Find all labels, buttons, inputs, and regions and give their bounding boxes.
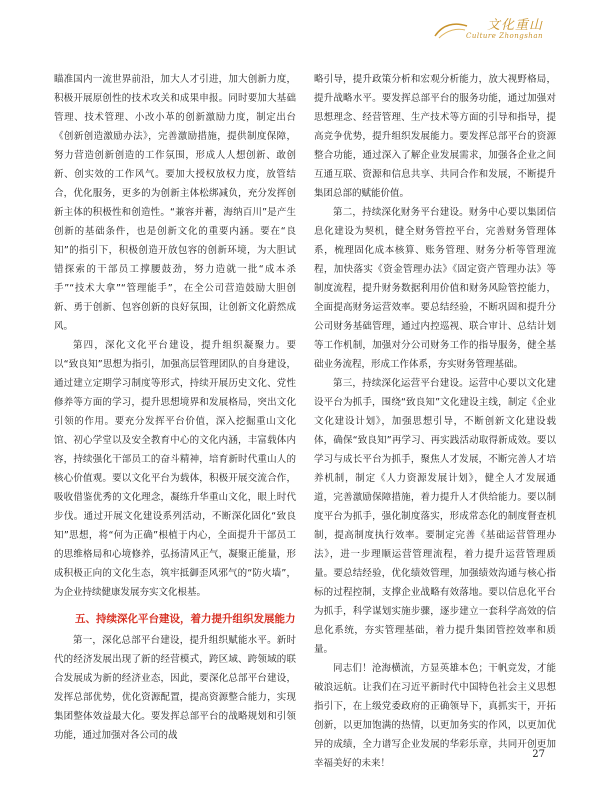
header-logo (433, 14, 543, 54)
logo-swoosh-icon (433, 20, 469, 40)
paragraph-headquarters-platform: 第一，深化总部平台建设，提升组织赋能水平。新时代的经济发展出现了新的经营模式，跨区域、跨领域的联合发展成为新的经济业态，因此，要深化总部平台建设，发挥总部优势，优化资源配置，提高资源整合能力，实现集团整体效益最大化。要发挥总部平台的战略规划和引领功能，通过加强对各公司的战 (54, 635, 296, 741)
left-column (54, 70, 296, 745)
page-number: 27 (532, 749, 545, 760)
paragraph-closing: 同志们！沧海横流，方显英雄本色；干帆竞发，才能破浪远航。让我们在习近平新时代中国特色社会主义思想指引下，在上级党委政府的正确领导下，真抓实干，开拓创新，以更加饱满的热情，以更加务实的作风，以更加优异的成绩，全力谱写企业发展的华彩乐章，共同开创更加幸福美好的未来！ (314, 663, 556, 769)
paragraph-operations-platform: 第三，持续深化运营平台建设。运营中心要以文化建设平台为抓手，围绕“致良知”文化建设主线，制定《企业文化建设计划》，加强思想引导，不断创新文化建设载体，确保“致良知”再学习、再实践活动取得新成效。要以学习与成长平台为抓手，聚焦人才发展，不断完善人才培养机制，制定《人力资源发展计划》，健全人才发展通道，完善激励保障措施，着力提升人才供给能力。要以制度平台为抓手，强化制度落实，形成常态化的制度督查机制，提高制度执行效率。要制定完善《基础运营管理办法》，进一步理顺运营管理流程，着力提升运营管理质量。要总结经验，优化绩效管理，加强绩效沟通与核心指标的过程控制，支撑企业战略有效落地。要以信息化平台为抓手，科学谋划实施步骤，逐步建立一套科学高效的信息化系统，夯实管理基础，着力提升集团管控效率和质量。 (314, 378, 556, 655)
paragraph-strategy-continued: 略引导，提升政策分析和宏观分析能力，放大视野格局，提升战略水平。要发挥总部平台的服务功能，通过加强对思想理念、经营管理、生产技术等方面的引导和指导，提高竞争优势，提升组织发展能力。要发挥总部平台的资源整合功能，通过深入了解企业发展需求，加强各企业之间互通互联、资源和信息共享、共同合作和发展，不断提升集团总部的赋能价值。 (314, 74, 556, 199)
section-heading: 五、持续深化平台建设，着力提升组织发展能力 (75, 613, 296, 625)
paragraph-finance-platform: 第二，持续深化财务平台建设。财务中心要以集团信息化建设为契机，健全财务管控平台，完善财务管理体系，梳理固化成本核算、账务管理、财务分析等管理流程，加快落实《资金管理办法》《固定资产管理办法》等制度流程，提升财务数据利用价值和财务风险管控能力，全面提高财务运营效率。要总结经验，不断巩固和提升分公司财务基础管理，通过内控巡视、联合审计、总结计划等工作机制，加强对分公司财务工作的指导服务，健全基础业务流程，形成工作体系，夯实财务管理基础。 (314, 207, 556, 370)
logo-chinese-text: 文化重山 (486, 18, 543, 33)
logo-english-text: Culture Zhongshan (466, 32, 543, 40)
paragraph-innovation: 瞄准国内一流世界前沿，加大人才引进，加大创新力度，积极开展原创性的技术攻关和成果申报。同时要加大基础管理、技术管理、小改小革的创新激励力度，制定出台《创新创造激励办法》，完善激励措施，提供制度保障，努力营造创新创造的工作氛围，形成人人想创新、敢创新、创实效的工作风气。要加大授权放权力度，放管结合，优化服务，更多的为创新主体松绑减负，充分发挥创新主体的积极性和创造性。“兼容并蓄，海纳百川”是产生创新的基础条件，也是创新文化的重要内涵。要在“良知”的指引下，积极创造开放包容的创新环境，为大胆试错探索的干部员工撑腰鼓劲，努力造就一批“成本杀手”“技术大拿”“管理能手”，在全公司营造鼓励大胆创新、勇于创新、包容创新的良好氛围，让创新文化蔚然成风。 (54, 74, 296, 332)
right-column (314, 70, 556, 773)
paragraph-culture-platform: 第四，深化文化平台建设，提升组织凝聚力。要以“致良知”思想为指引，加强高层管理团队的自身建设，通过建立定期学习制度等形式，持续开展历史文化、党性修养等方面的学习，提升思想境界和发展格局，突出文化引领的作用。要充分发挥平台价值，深入挖掘重山文化馆、初心学堂以及安全教育中心的文化内涵，丰富载体内容，持续强化干部员工的奋斗精神，培育新时代重山人的核心价值观。要以文化平台为载体，积极开展交流合作，吸收借鉴优秀的文化理念，凝练升华重山文化，眼上时代步伐。通过开展文化建设系列活动，不断深化固化“致良知”思想，将“何为正确”根植于内心，全面提升干部员工的思维格局和心境修养，弘扬清风正气，凝聚正能量，形成积极正向的文化生态，筑牢抵御歪风邪气的“防火墙”，为企业持续健康发展夯实文化根基。 (54, 340, 296, 598)
